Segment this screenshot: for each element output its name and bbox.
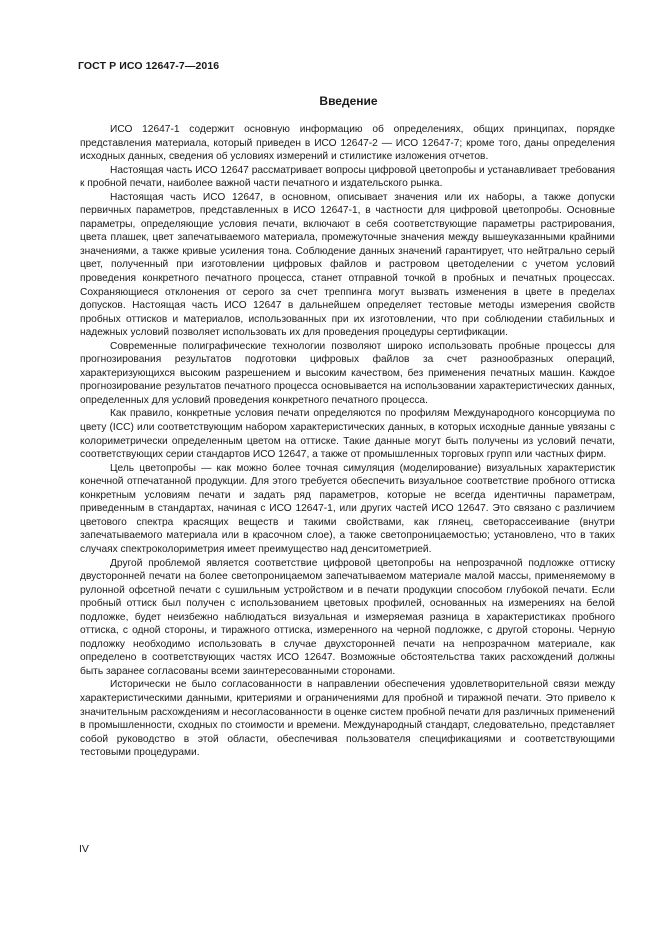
paragraph: Современные полиграфические технологии позволяют широко использовать пробные процессы для прогнозирования результатов подготовки цифровых файлов за счет разнообразных операций, характеризующихся высоким разрешением и высоким качеством, без применения печатных машин. Каждое прогнозирование результатов печатного процесса основывается на использовании характеристических данных, определенных для условий проведения конкретного печатного процесса. bbox=[80, 340, 615, 406]
body-text bbox=[80, 123, 615, 760]
paragraph: ИСО 12647-1 содержит основную информацию об определениях, общих принципах, порядке представления материала, который приведен в ИСО 12647-2 — ИСО 12647-7; кроме того, даны определения исходных данных, сведения об условиях измерений и стилистике изложения отчетов. bbox=[80, 124, 615, 163]
document-code-header: ГОСТ Р ИСО 12647-7—2016 bbox=[78, 60, 220, 72]
paragraph: Исторически не было согласованности в направлении обеспечения удовлетворительной связи между характеристическими данными, критериями и ограничениями для пробной и тиражной печати. Это привело к значительным расхождениям и несогласованности в оценке систем пробной печати для различных применений в промышленности, сходных по стоимости и времени. Международный стандарт, следовательно, представляет собой руководство в этой области, обеспечивая пользователя спецификациями и соответствующими тестовыми процедурами. bbox=[80, 679, 615, 759]
section-title: Введение bbox=[319, 94, 378, 108]
paragraph: Настоящая часть ИСО 12647 рассматривает вопросы цифровой цветопробы и устанавливает требования к пробной печати, наиболее важной части печатного и издательского рынка. bbox=[80, 164, 615, 190]
paragraph: Другой проблемой является соответствие цифровой цветопробы на непрозрачной подложке оттиску двусторонней печати на более светопроницаемом запечатываемом материале малой массы, применяемому в рулонной офсетной печати с сушильным устройством и в печати продукции способом глубокой печати. Если пробный оттиск был получен с использованием цветовых профилей, основанных на измерениях на белой подложке, будет неизбежно наблюдаться визуальная и измеряемая разница в характеристиках пробного оттиска, с одной стороны, и тиражного оттиска, измеренного на черной подложке, с другой стороны. Черную подложку необходимо использовать в случае двухсторонней печати на непрозрачном материале, как определено в соответствующих частях ИСО 12647. Возможные обстоятельства таких расхождений должны быть заранее согласованы всеми заинтересованными сторонами. bbox=[80, 557, 615, 677]
page-number: IV bbox=[79, 843, 89, 855]
paragraph: Как правило, конкретные условия печати определяются по профилям Международного консорциума по цвету (ICC) или соответствующим набором характеристических данных, в которых исходные данные увязаны с колориметрически определенным цветом на оттиске. Такие данные могут быть получены из условий печати, соответствующих серии стандартов ИСО 12647, а также от промышленных торговых групп или частных фирм. bbox=[80, 408, 615, 461]
paragraph: Цель цветопробы — как можно более точная симуляция (моделирование) визуальных характеристик конечной отпечатанной продукции. Для этого требуется обеспечить визуальное соответствие пробного оттиска конкретным условиям печати и задать ряд параметров, которые не всегда идентичны параметрам, приведенным в стандартах, начиная с ИСО 12647-1, или других частей ИСО 12647. Это связано с различием цветового спектра красящих веществ и такими свойствами, как глянец, светорассеивание (внутри запечатываемого материала или в красочном слое), а также светопроницаемостью; установлено, что в таких случаях спектроколориметрия имеет преимущество над денситометрией. bbox=[80, 462, 615, 555]
paragraph: Настоящая часть ИСО 12647, в основном, описывает значения или их наборы, а также допуски первичных параметров, представленных в ИСО 12647-1, в частности для цифровой цветопробы. Основные параметры, определяющие условия печати, включают в себя соответствующие параметры растрирования, цвета плашек, цвет запечатываемого материала, промежуточные значения между вышеуказанными крайними значениями, а также кривые усиления тона. Соблюдение данных значений гарантирует, что нейтрально серый цвет, полученный при изготовлении цифровых файлов и растровом цветоделении с учетом условий проведения конкретного печатного процесса, станет отправной точкой в пробных и печатных процессах. Сохраняющиеся отклонения от серого за счет треппинга могут вызвать изменения в цвете в пределах допусков. Настоящая часть ИСО 12647 в дальнейшем определяет тестовые методы измерения свойств пробных оттисков и материалов, использованных при их изготовлении, что при соблюдении стабильных и надежных условий позволяет использовать их для проведения процедуры сертификации. bbox=[80, 191, 615, 339]
